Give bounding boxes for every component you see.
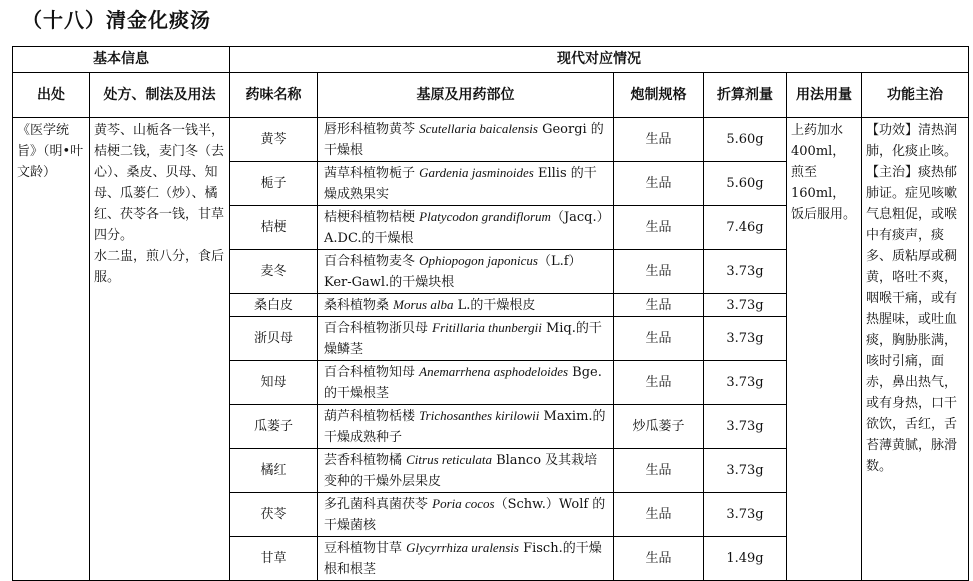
- formula-table: [12, 46, 969, 581]
- header-source: 出处: [13, 73, 90, 118]
- herb-processing: 生品: [614, 118, 704, 162]
- herb-dose: 5.60g: [704, 118, 787, 162]
- herb-name: 桑白皮: [230, 294, 318, 317]
- herb-origin: 茜草科植物栀子 Gardenia jasminoides Ellis 的干燥成熟果实: [318, 162, 614, 206]
- herb-dose: 5.60g: [704, 162, 787, 206]
- herb-origin: 葫芦科植物栝楼 Trichosanthes kirilowii Maxim.的干燥成熟种子: [318, 405, 614, 449]
- herb-dose: 3.73g: [704, 449, 787, 493]
- herb-processing: 炒瓜蒌子: [614, 405, 704, 449]
- function-indication: 【主治】痰热郁肺证。症见咳嗽气息粗促，或喉中有痰声，痰多、质粘厚或稠黄，咯吐不爽，咽喉干痛，或有热腥味，或吐血痰，胸胁胀满，咳时引痛，面赤，鼻出热气，或有身热，口干欲饮，舌红，舌苔薄黄腻，脉滑数。: [866, 165, 958, 474]
- herb-processing: 生品: [614, 493, 704, 537]
- function-effect: 【功效】清热润肺，化痰止咳。: [866, 123, 958, 159]
- herb-dose: 7.46g: [704, 206, 787, 250]
- herb-dose: 3.73g: [704, 493, 787, 537]
- source-text: 《医学统旨》（明•叶文龄）: [17, 123, 84, 180]
- usage-cell: [787, 118, 862, 581]
- herb-origin: 唇形科植物黄芩 Scutellaria baicalensis Georgi 的干燥根: [318, 118, 614, 162]
- herb-processing: 生品: [614, 162, 704, 206]
- herb-processing: 生品: [614, 206, 704, 250]
- herb-dose: 3.73g: [704, 317, 787, 361]
- herb-name: 橘红: [230, 449, 318, 493]
- herb-name: 黄芩: [230, 118, 318, 162]
- herb-origin: 百合科植物浙贝母 Fritillaria thunbergii Miq.的干燥鳞茎: [318, 317, 614, 361]
- herb-origin: 百合科植物麦冬 Ophiopogon japonicus（L.f）Ker-Gawl.的干燥块根: [318, 250, 614, 294]
- herb-name: 知母: [230, 361, 318, 405]
- herb-dose: 3.73g: [704, 361, 787, 405]
- herb-origin: 豆科植物甘草 Glycyrrhiza uralensis Fisch.的干燥根和根茎: [318, 537, 614, 581]
- herb-processing: 生品: [614, 317, 704, 361]
- herb-name: 桔梗: [230, 206, 318, 250]
- header-prescription: 处方、制法及用法: [90, 73, 230, 118]
- header-origin: 基原及用药部位: [318, 73, 614, 118]
- herb-origin: 芸香科植物橘 Citrus reticulata Blanco 及其栽培变种的干燥外层果皮: [318, 449, 614, 493]
- source-cell: [13, 118, 90, 581]
- function-cell: [862, 118, 969, 581]
- herb-origin: 百合科植物知母 Anemarrhena asphodeloides Bge.的干燥根茎: [318, 361, 614, 405]
- herb-origin: 多孔菌科真菌茯苓 Poria cocos（Schw.）Wolf 的干燥菌核: [318, 493, 614, 537]
- herb-processing: 生品: [614, 294, 704, 317]
- header-usage: 用法用量: [787, 73, 862, 118]
- prescription-method: 水二盅，煎八分，食后服。: [94, 249, 225, 285]
- herb-name: 甘草: [230, 537, 318, 581]
- page-title: （十八）清金化痰汤: [22, 8, 211, 32]
- prescription-text: 黄芩、山栀各一钱半，桔梗二钱，麦门冬（去心）、桑皮、贝母、知母、瓜蒌仁（炒）、橘红、茯苓各一钱，甘草四分。: [94, 123, 225, 243]
- herb-dose: 3.73g: [704, 294, 787, 317]
- herb-processing: 生品: [614, 250, 704, 294]
- usage-text: 上药加水400ml，煎至160ml，饭后服用。: [791, 123, 857, 222]
- herb-dose: 3.73g: [704, 405, 787, 449]
- herb-name: 栀子: [230, 162, 318, 206]
- herb-name: 浙贝母: [230, 317, 318, 361]
- group-header-modern: 现代对应情况: [230, 47, 969, 73]
- table-row: [13, 118, 969, 162]
- header-dose: 折算剂量: [704, 73, 787, 118]
- herb-processing: 生品: [614, 449, 704, 493]
- header-processing: 炮制规格: [614, 73, 704, 118]
- herb-name: 瓜蒌子: [230, 405, 318, 449]
- herb-processing: 生品: [614, 537, 704, 581]
- herb-dose: 1.49g: [704, 537, 787, 581]
- herb-origin: 桔梗科植物桔梗 Platycodon grandiflorum（Jacq.）A.DC.的干燥根: [318, 206, 614, 250]
- herb-processing: 生品: [614, 361, 704, 405]
- header-function: 功能主治: [862, 73, 969, 118]
- herb-name: 麦冬: [230, 250, 318, 294]
- group-header-basic: 基本信息: [13, 47, 230, 73]
- prescription-cell: [90, 118, 230, 581]
- herb-name: 茯苓: [230, 493, 318, 537]
- herb-origin: 桑科植物桑 Morus alba L.的干燥根皮: [318, 294, 614, 317]
- header-herb: 药味名称: [230, 73, 318, 118]
- herb-dose: 3.73g: [704, 250, 787, 294]
